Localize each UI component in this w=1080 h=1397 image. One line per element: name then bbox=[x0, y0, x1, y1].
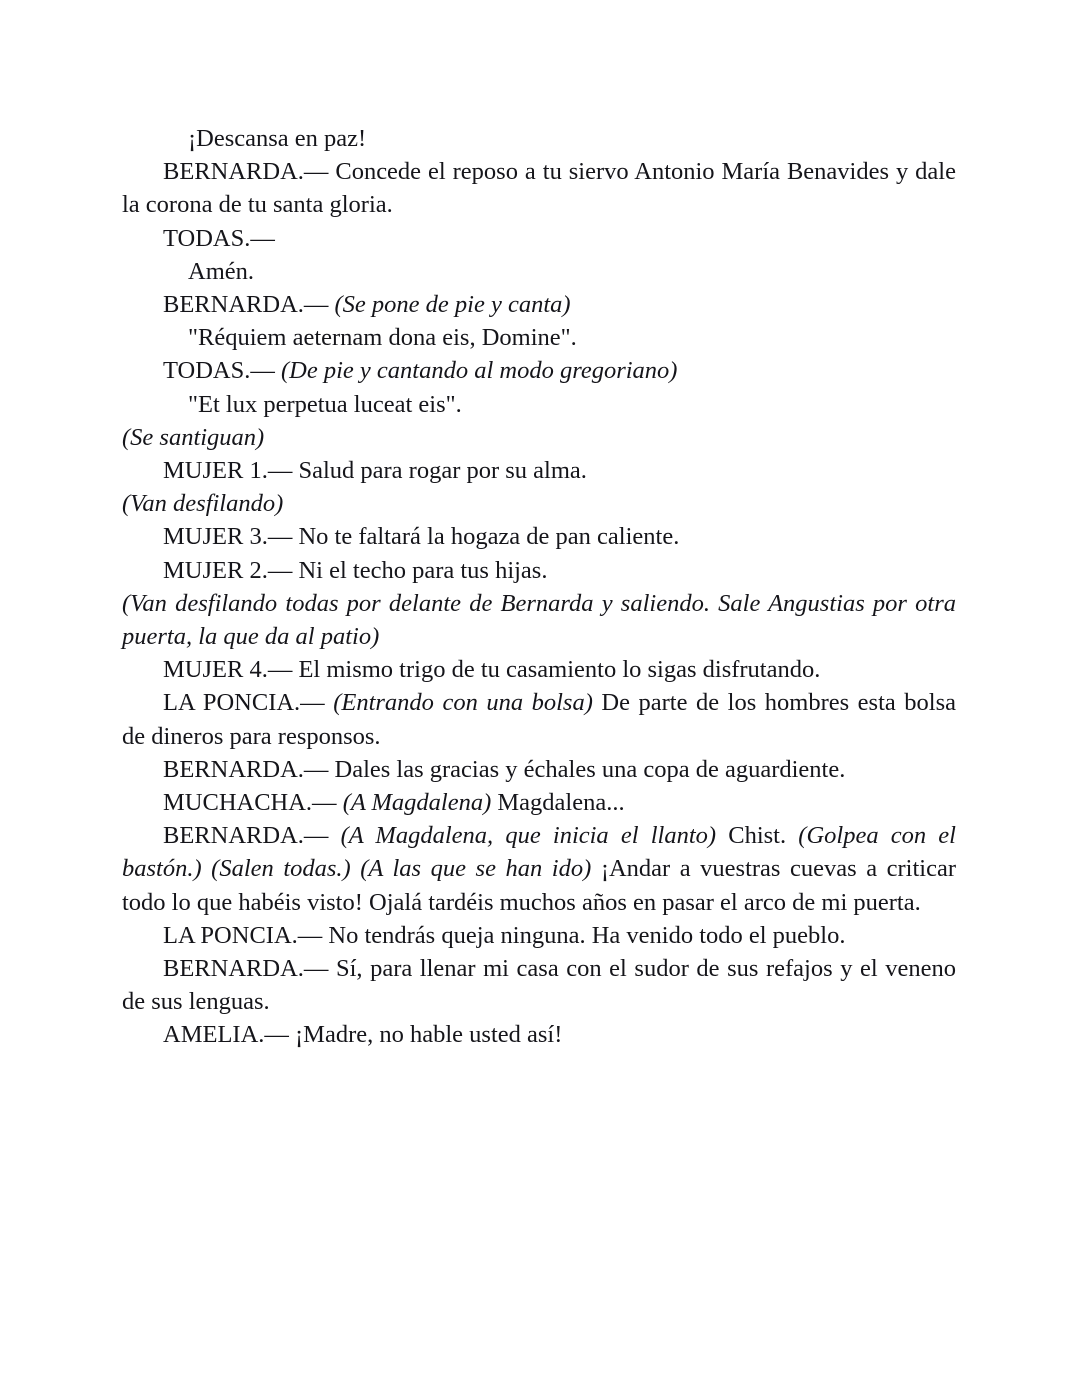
speaker-label: BERNARDA.— bbox=[163, 822, 329, 850]
speech-text: Magdalena... bbox=[491, 789, 625, 817]
speaker-label: BERNARDA.— bbox=[163, 955, 329, 983]
verse-line-descansa bbox=[122, 122, 956, 155]
speech-text: Ni el techo para tus hijas. bbox=[292, 556, 548, 584]
speaker-label: MUJER 4.— bbox=[163, 656, 293, 684]
speech-text: Sí, para llenar mi casa con el sudor de sus refajos y el veneno de sus lenguas. bbox=[122, 955, 956, 1016]
stage-direction-a-magdalena: (A Magdalena, que inicia el llanto) bbox=[328, 822, 717, 850]
speech-bernarda-se-pone bbox=[122, 288, 956, 321]
speech-mujer-3 bbox=[122, 520, 956, 553]
stage-direction-se-santiguan bbox=[122, 421, 956, 454]
stage-direction-text: (Van desfilando todas por delante de Bernarda y saliendo. Sale Angustias por otra puerta, la que da al patio) bbox=[122, 589, 956, 651]
speaker-label: BERNARDA.— bbox=[163, 755, 329, 783]
speaker-label: LA PONCIA.— bbox=[163, 689, 325, 717]
speech-bernarda-concede bbox=[122, 155, 956, 221]
speech-mujer-1 bbox=[122, 454, 956, 487]
speaker-label: LA PONCIA.— bbox=[163, 921, 323, 949]
speech-text: ¡Madre, no hable usted así! bbox=[288, 1021, 563, 1049]
speech-bernarda-chist bbox=[122, 819, 956, 919]
speaker-label: TODAS.— bbox=[163, 224, 275, 252]
speech-text-chist: Chist. bbox=[716, 822, 787, 850]
speech-text: No tendrás queja ninguna. Ha venido todo el pueblo. bbox=[322, 921, 846, 949]
speech-bernarda-dales bbox=[122, 753, 956, 786]
speech-text: De parte de los hombres esta bolsa de dineros para responsos. bbox=[122, 689, 956, 750]
speaker-label: BERNARDA.— bbox=[163, 291, 329, 319]
stage-direction-text: (Se santiguan) bbox=[122, 423, 265, 451]
speech-text: Concede el reposo a tu siervo Antonio María Benavides y dale la corona de tu santa gloria. bbox=[122, 158, 956, 219]
speaker-label: TODAS.— bbox=[163, 357, 275, 385]
speech-la-poncia-queja bbox=[122, 919, 956, 952]
stage-direction: (Entrando con una bolsa) bbox=[324, 689, 593, 717]
speaker-label: MUCHACHA.— bbox=[163, 789, 337, 817]
speech-text: Dales las gracias y échales una copa de aguardiente. bbox=[328, 755, 846, 783]
stage-direction: (De pie y cantando al modo gregoriano) bbox=[274, 357, 678, 385]
speaker-label: AMELIA.— bbox=[163, 1021, 289, 1049]
speech-mujer-4 bbox=[122, 653, 956, 686]
speech-todas-de-pie bbox=[122, 354, 956, 387]
speech-text: No te faltará la hogaza de pan caliente. bbox=[292, 523, 680, 551]
stage-direction-text: (Van desfilando) bbox=[122, 490, 284, 518]
stage-direction-van-desfilando bbox=[122, 487, 956, 520]
speaker-label: BERNARDA.— bbox=[163, 158, 329, 186]
page-text-body bbox=[122, 122, 956, 1052]
speech-text: El mismo trigo de tu casamiento lo sigas disfrutando. bbox=[292, 656, 821, 684]
speaker-label: MUJER 2.— bbox=[163, 556, 293, 584]
verse-text: "Réquiem aeternam dona eis, Domine". bbox=[188, 324, 577, 352]
verse-line-requiem bbox=[122, 321, 956, 354]
speech-mujer-2 bbox=[122, 554, 956, 587]
verse-text: "Et lux perpetua luceat eis". bbox=[188, 390, 462, 418]
speech-text-andar: ¡Andar a vuestras cuevas a criticar todo lo que habéis visto! Ojalá tardéis muchos años en pasar el arco de mi puerta. bbox=[122, 855, 956, 916]
speech-la-poncia-bolsa bbox=[122, 686, 956, 752]
speech-amelia bbox=[122, 1018, 956, 1051]
stage-direction-golpea: (Golpea con el bastón.) (Salen todas.) (A las que se han ido) bbox=[122, 822, 956, 883]
verse-text: ¡Descansa en paz! bbox=[188, 125, 367, 152]
speaker-label: MUJER 1.— bbox=[163, 457, 293, 485]
speech-muchacha bbox=[122, 786, 956, 819]
verse-line-et-lux bbox=[122, 388, 956, 421]
stage-direction: (A Magdalena) bbox=[336, 789, 492, 817]
speaker-label: MUJER 3.— bbox=[163, 523, 293, 551]
stage-direction-van-desfilando-todas bbox=[122, 587, 956, 653]
speech-bernarda-si bbox=[122, 952, 956, 1018]
speech-todas-dash bbox=[122, 222, 956, 255]
verse-line-amen bbox=[122, 255, 956, 288]
verse-text: Amén. bbox=[188, 257, 254, 285]
stage-direction: (Se pone de pie y canta) bbox=[328, 291, 571, 319]
speech-text: Salud para rogar por su alma. bbox=[292, 457, 587, 485]
